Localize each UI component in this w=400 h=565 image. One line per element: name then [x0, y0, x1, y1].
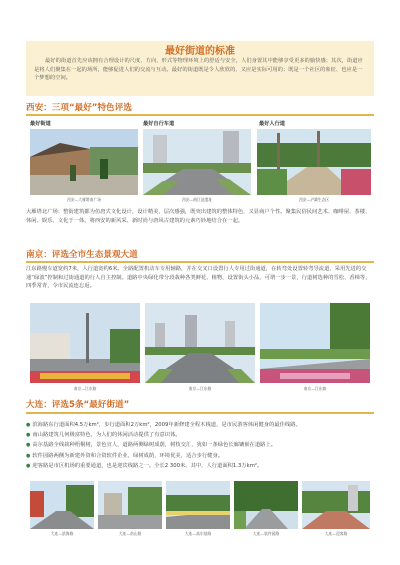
dalian-photo-yingke: [302, 481, 370, 529]
list-item: ● 南山路建筑几何极富特色，为人们的休闲活动提供了有意识体。: [26, 432, 181, 439]
bullet-dot-icon: ●: [26, 442, 31, 449]
dalian-photo-gaoerji: [166, 481, 230, 529]
xian-photo-chanba: [257, 129, 371, 195]
nanjing-body-text: 江东路慢车道宽约7米，人行道宽约6米。全路配置机动车专用辅路，并在交叉口设置行人专用过街通道，在转弯处设置转弯导流道，采用先进的交通“绿波”控制和过街通道的行人自主控制。道路中央绿化带分段栽种各类鲜花、植物，设置街头小品，可谓一步一景，行道树选种的雪松、香樟等，四季常青，令市民流连忘返。: [26, 266, 371, 290]
dalian-caption-4: 大连—软件园路: [252, 531, 280, 536]
xian-label-best-sidewalk: 最好人行道: [259, 121, 285, 127]
dalian-caption-1: 大连—滨海路: [50, 531, 74, 536]
dalian-caption-2: 大连—南山路: [118, 531, 142, 536]
dalian-caption-5: 大连—迎客路: [324, 531, 348, 536]
xian-photo-qujiang: [143, 129, 251, 195]
list-item: ● 高尔基路全线栽种梧桐树，景色宜人，道路两侧绿树成荫，树枝交汇，犹如一条绿色长廊镶嵌在道路上。: [26, 442, 277, 449]
dalian-section-rule: [26, 412, 374, 414]
xian-photo-dayanta: [30, 129, 138, 195]
list-item: ● 软件园路两侧为新建外资和合资软件企业，绿树成荫，环境优美，适合步行健身。: [26, 452, 224, 459]
xian-label-best-bike-lane: 最好自行车道: [143, 121, 175, 127]
nanjing-section-rule: [26, 261, 374, 263]
nanjing-photo-3: [260, 303, 370, 383]
nanjing-caption-2: 南京—江东路: [188, 386, 212, 391]
xian-caption-1: 西安—大雁塔南广场: [66, 197, 102, 202]
bullet-dot-icon: ●: [26, 422, 31, 428]
nanjing-caption-1: 南京—江东路: [73, 386, 97, 391]
nanjing-caption-3: 南京—江东路: [303, 386, 327, 391]
xian-section-rule: [26, 114, 374, 116]
intro-text: 最好的街道首先应该拥有合理设计的尺度、方向、形式等物理环境上的舒适与安全，人们身置其中能够享受更多的愉快感；其次，街道应是将人们聚集在一起的场所，能够促进人们的交流与互动。最好的街道既是令人欣欣的、又应是实际可用的；既是一个社区的象征、也应是一个梦想的空间。: [34, 58, 363, 82]
dalian-photo-ruanjianyuan: [234, 481, 298, 529]
dalian-photo-binhai: [30, 481, 94, 529]
intro-title: 最好街道的标准: [165, 46, 235, 57]
xian-body-text: 大雁塔北广场：整街建筑都为仿唐式文化设计，设计精美，层次感强，既突出建筑的整体特色，又显商户个性。聚集民俗民间艺术、咖啡屋、茶楼、休闲、娱乐、文化于一体，将西安的新风采、新时尚与唐风古建筑的元素巧妙地结合在一起。: [26, 209, 371, 224]
dalian-photo-nanshan: [98, 481, 162, 529]
nanjing-photo-1: [30, 303, 140, 383]
xian-caption-2: 西安—曲江池遗址: [181, 197, 213, 202]
dalian-caption-3: 大连—高尔基路: [184, 531, 212, 536]
xian-caption-3: 西安—浐灞生态区: [298, 197, 330, 202]
bullet-dot-icon: ●: [26, 432, 31, 439]
list-item: ● 滨海路东行道面积4.5万km²，步行道面积2万km²，2009年新修建全程木栈道，是市民游客休闲健身的最佳线路。: [26, 422, 301, 428]
dalian-bullet-list: [26, 420, 376, 471]
bullet-dot-icon: ●: [26, 462, 31, 469]
dalian-section-title: 大连：评选5条“最好街道”: [26, 400, 130, 410]
nanjing-photo-2: [145, 303, 255, 383]
xian-label-best-street: 最好街道: [30, 121, 51, 127]
xian-section-title: 西安：三项“最好”特色评选: [26, 103, 132, 113]
list-item: ● 迎客路是市区机场的重要通道，也是迎宾线路之一。全长2 300米，其中，人行道面积1.3万km²。: [26, 462, 263, 469]
nanjing-section-title: 南京：评选全市生态景观大道: [26, 250, 138, 260]
bullet-dot-icon: ●: [26, 452, 31, 459]
